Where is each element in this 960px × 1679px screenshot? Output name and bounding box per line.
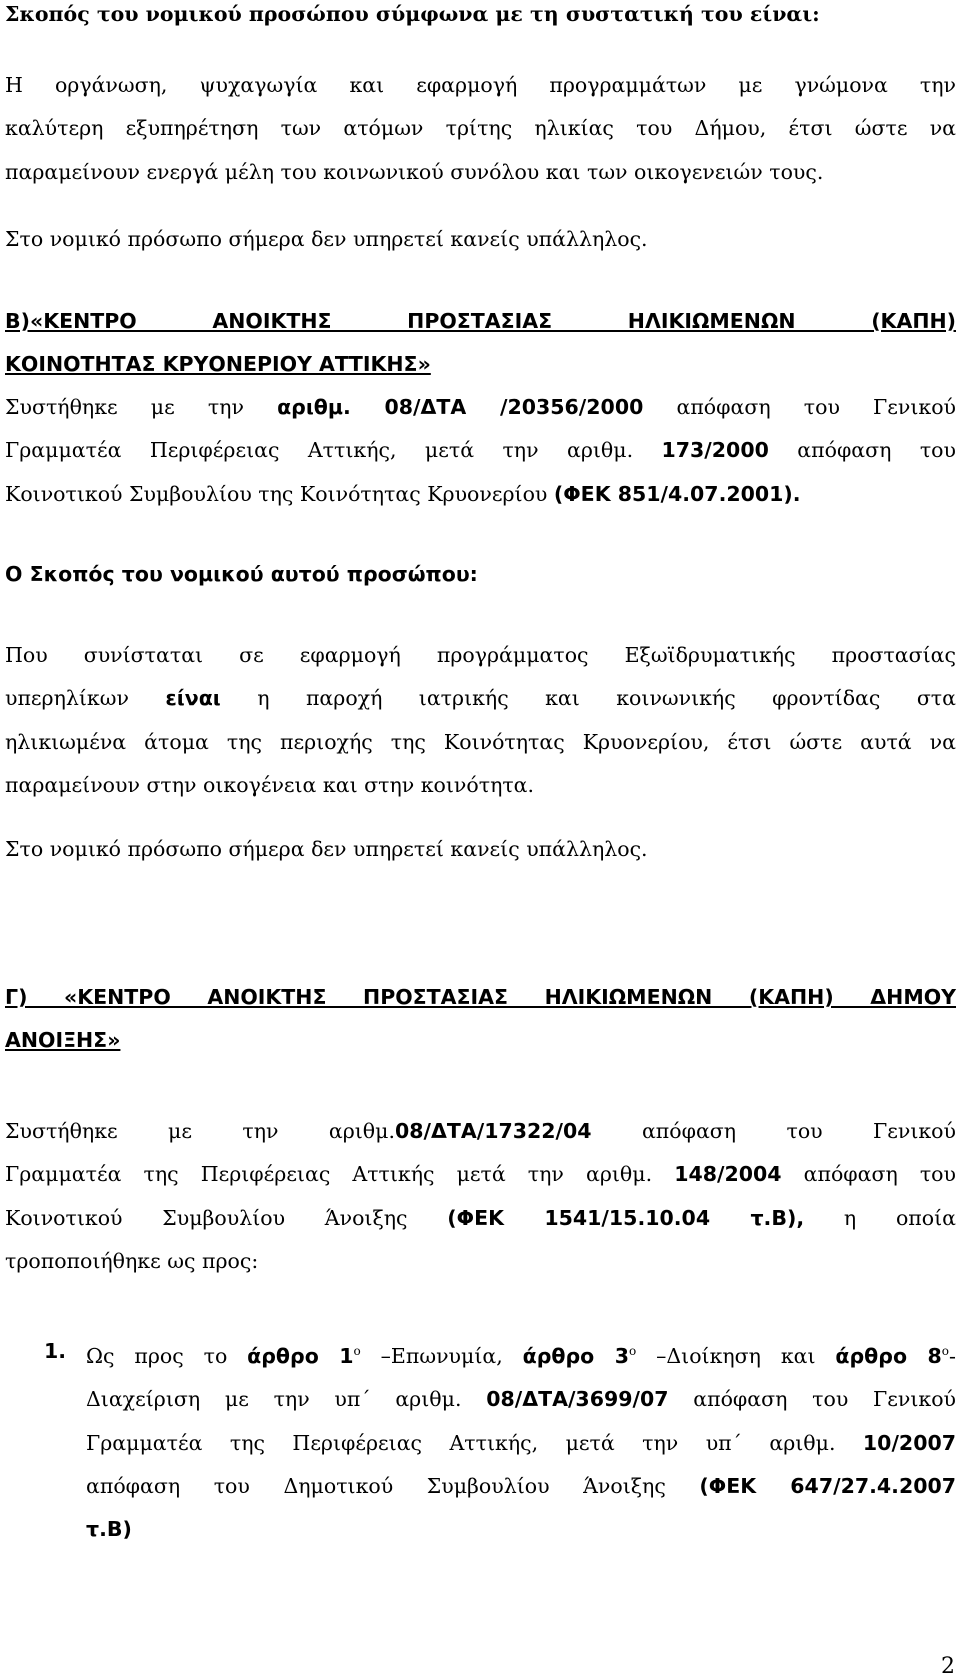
text-line: Στο νομικό πρόσωπο σήμερα δεν υπηρετεί κανείς υπάλληλος.: [5, 227, 648, 251]
text-line: [86, 1330, 956, 1378]
text-span: απόφαση του Γενικού: [668, 1387, 956, 1412]
text-line: τροποποιήθηκε ως προς:: [5, 1248, 259, 1273]
text-span: απόφαση του: [781, 1162, 956, 1187]
section-b-purpose-heading: Ο Σκοπός του νομικού αυτού προσώπου:: [5, 562, 478, 586]
text-line: [86, 1378, 956, 1421]
text-span: απόφαση του Δημοτικού Συμβουλίου Άνοιξης: [86, 1473, 700, 1498]
superscript: ο: [353, 1344, 361, 1358]
text-span: Συστήθηκε με την αριθμ.: [5, 1119, 395, 1143]
text-line: Η οργάνωση, ψυχαγωγία και εφαρμογή προγραμμάτων με γνώμονα την: [5, 73, 956, 97]
section-b-heading-line: ΚΟΙΝΟΤΗΤΑΣ ΚΡΥΟΝΕΡΙΟΥ ΑΤΤΙΚΗΣ»: [5, 352, 431, 377]
text-span: απόφαση του: [768, 438, 956, 463]
text-span: Κοινοτικού Συμβουλίου Άνοιξης: [5, 1205, 448, 1230]
text-span: απόφαση του Γενικού: [643, 395, 956, 419]
text-span: -: [949, 1344, 956, 1368]
decision-number: 08/ΔΤΑ/17322/04: [394, 1119, 592, 1143]
text-line: καλύτερη εξυπηρέτηση των ατόμων τρίτης ηλικίας του Δήμου, έτσι ώστε να: [5, 116, 956, 141]
staff-note: [5, 218, 956, 261]
text-line: [5, 473, 956, 516]
text-span: υπερηλίκων: [5, 686, 166, 711]
text-line: παραμείνουν στην οικογένεια και στην κοινότητα.: [5, 772, 535, 797]
text-span: Συστήθηκε με την: [5, 395, 278, 419]
superscript: ο: [941, 1344, 950, 1358]
text-span: Κοινοτικού Συμβουλίου της Κοινότητας Κρυονερίου: [5, 481, 554, 506]
section-c-heading: [5, 976, 956, 1063]
list-item-number: 1.: [44, 1339, 67, 1363]
text-line: [5, 429, 956, 472]
text-line: Στο νομικό πρόσωπο σήμερα δεν υπηρετεί κανείς υπάλληλος.: [5, 837, 648, 861]
purpose-paragraph: [5, 64, 956, 194]
section-b-heading: [5, 300, 956, 387]
list-item: [86, 1330, 956, 1551]
text-span: Διαχείριση με την υπ΄ αριθμ.: [86, 1387, 487, 1412]
superscript: ο: [628, 1344, 637, 1358]
text-span: απόφαση του Γενικού: [591, 1119, 956, 1143]
text-line: Που συνίσταται σε εφαρμογή προγράμματος Εξωϊδρυματικής προστασίας: [5, 643, 956, 667]
text-span: Γραμματέα Περιφέρειας Αττικής, μετά την αριθμ.: [5, 438, 662, 463]
page-number: 2: [941, 1654, 955, 1679]
section-c-heading-line: ΑΝΟΙΞΗΣ»: [5, 1028, 121, 1053]
text-line: [5, 386, 956, 429]
decision-number: αριθμ. 08/ΔΤΑ /20356/2000: [277, 395, 644, 419]
gazette-reference: (ΦΕΚ 851/4.07.2001).: [553, 481, 801, 506]
text-line: [5, 1153, 956, 1196]
gazette-reference: (ΦΕΚ 647/27.4.2007: [699, 1473, 956, 1498]
text-line: [86, 1422, 956, 1465]
text-line: ηλικιωμένα άτομα της περιοχής της Κοινότητας Κρυονερίου, έτσι ώστε αυτά να: [5, 729, 956, 754]
text-span: –Διοίκηση και: [636, 1344, 836, 1368]
purpose-heading: Σκοπός του νομικού προσώπου σύμφωνα με τη συστατική του είναι:: [5, 2, 820, 26]
text-line: τ.Β): [86, 1517, 132, 1542]
gazette-reference: (ΦΕΚ 1541/15.10.04 τ.Β),: [447, 1205, 805, 1230]
text-line: [5, 1197, 956, 1240]
text-span: Γραμματέα της Περιφέρειας Αττικής, μετά την υπ΄ αριθμ.: [86, 1430, 863, 1455]
decision-number: 173/2000: [661, 438, 769, 463]
section-b-purpose-paragraph: [5, 634, 956, 807]
text-line: παραμείνουν ενεργά μέλη του κοινωνικού συνόλου και των οικογενειών τους.: [5, 159, 824, 184]
text-span: –Επωνυμία,: [360, 1344, 523, 1368]
text-line: [86, 1465, 956, 1508]
staff-note: [5, 828, 956, 871]
section-b-heading-line: Β)«ΚΕΝΤΡΟ ΑΝΟΙΚΤΗΣ ΠΡΟΣΤΑΣΙΑΣ ΗΛΙΚΙΩΜΕΝΩΝ (ΚΑΠΗ): [5, 309, 956, 333]
decision-number: 10/2007: [862, 1430, 956, 1455]
decision-number: 148/2004: [674, 1162, 782, 1187]
article-ref: άρθρο 3: [522, 1344, 629, 1368]
text-line: [5, 677, 956, 720]
text-line: [5, 1110, 956, 1153]
text-span: η παροχή ιατρικής και κοινωνικής φροντίδας στα: [220, 686, 956, 711]
section-c-paragraph: [5, 1110, 956, 1283]
article-ref: άρθρο 8: [835, 1344, 942, 1368]
section-b-paragraph: [5, 386, 956, 516]
text-span: Ως προς το: [86, 1344, 248, 1368]
decision-number: 08/ΔΤΑ/3699/07: [486, 1387, 669, 1412]
section-c-heading-line: Γ) «ΚΕΝΤΡΟ ΑΝΟΙΚΤΗΣ ΠΡΟΣΤΑΣΙΑΣ ΗΛΙΚΙΩΜΕΝΩΝ (ΚΑΠΗ) ΔΗΜΟΥ: [5, 985, 956, 1009]
text-span: Γραμματέα της Περιφέρειας Αττικής μετά την αριθμ.: [5, 1162, 675, 1187]
article-ref: άρθρο 1: [247, 1344, 354, 1368]
emphasis: είναι: [165, 686, 221, 711]
text-span: η οποία: [804, 1205, 956, 1230]
